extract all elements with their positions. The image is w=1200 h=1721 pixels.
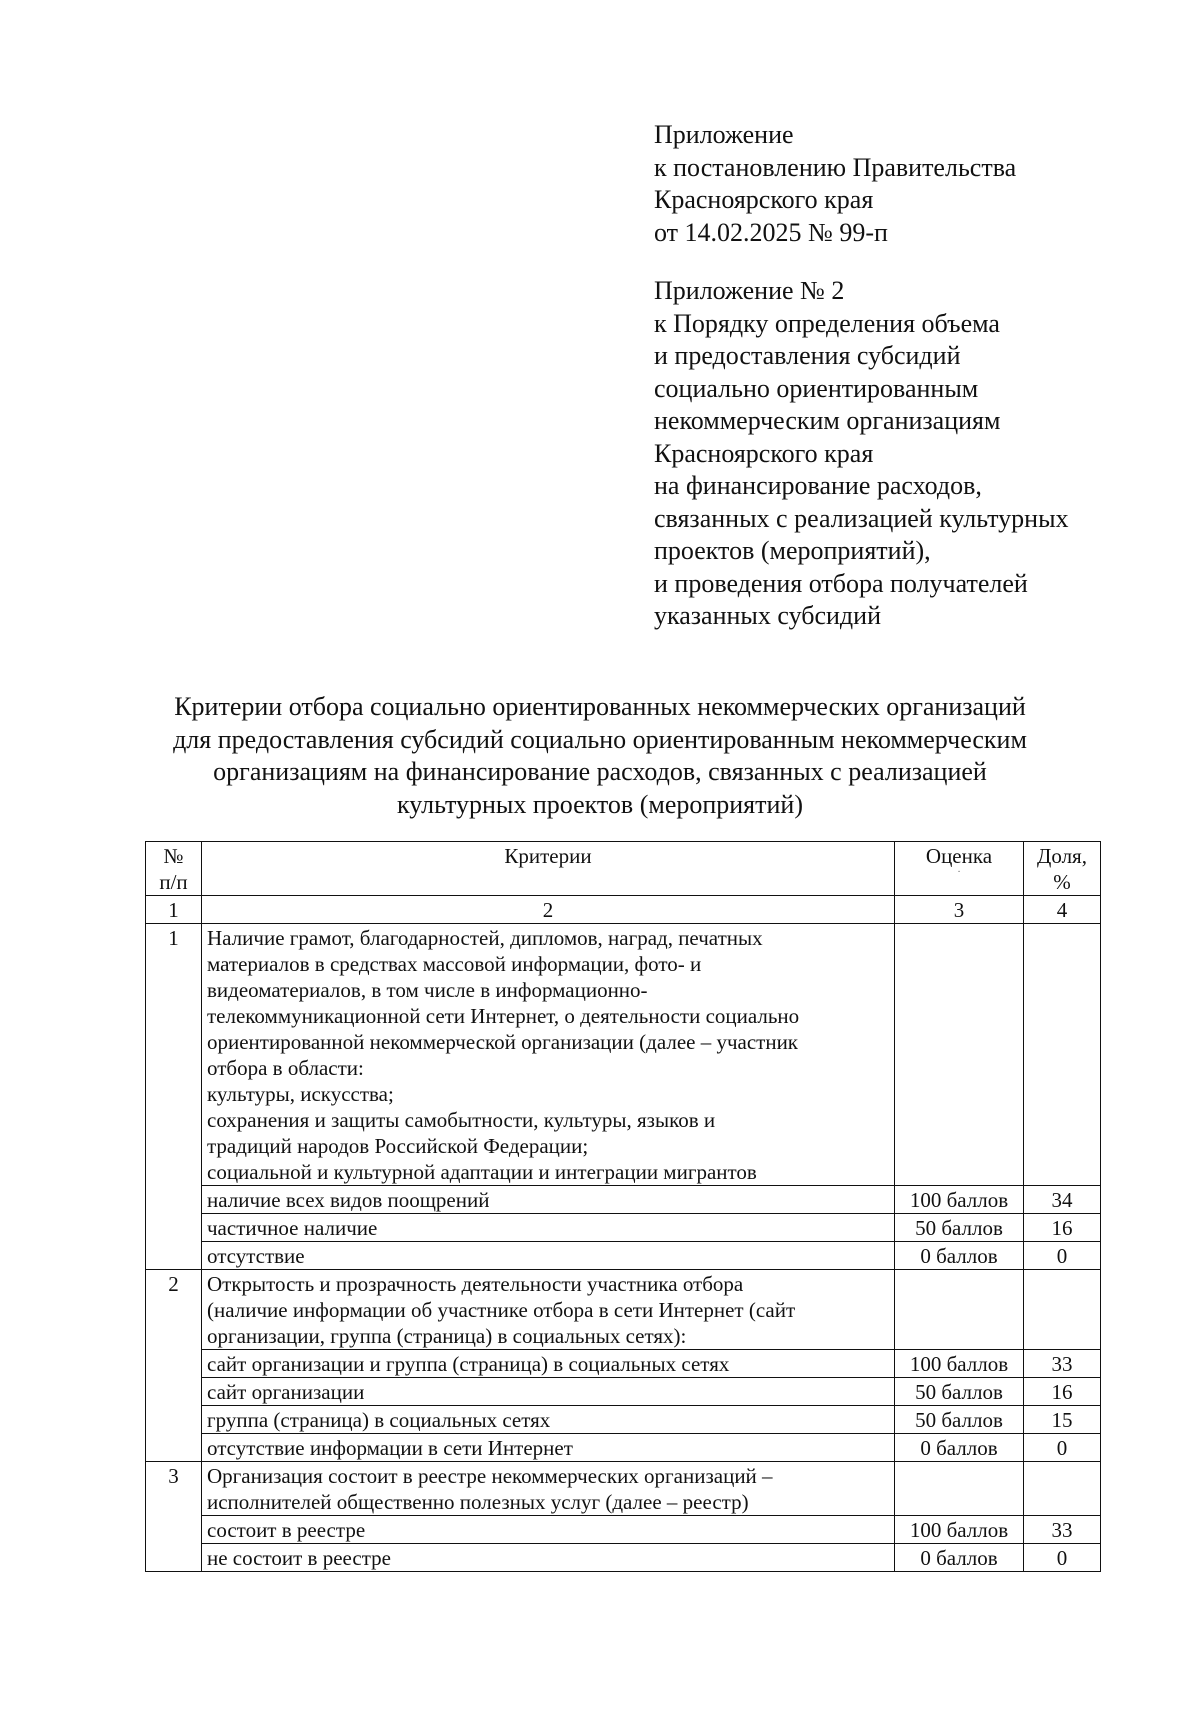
option-label: сайт организации и группа (страница) в социальных сетях — [202, 1350, 895, 1378]
criterion-score-empty — [895, 1270, 1024, 1350]
appendix-line: указанных субсидий — [654, 601, 881, 630]
appendix-line: Красноярского края — [654, 185, 874, 214]
option-share: 33 — [1024, 1516, 1101, 1544]
appendix-line: Приложение — [654, 120, 794, 149]
header-score-label: Оценка — [925, 844, 993, 868]
appendix-line: от 14.02.2025 № 99-п — [654, 217, 888, 247]
option-label: группа (страница) в социальных сетях — [202, 1406, 895, 1434]
title-line: организациям на финансирование расходов, связанных с реализацией — [213, 757, 987, 786]
criterion-text-line: Организация состоит в реестре некоммерческих организаций – — [207, 1464, 773, 1488]
criterion-text-line: традиций народов Российской Федерации; — [207, 1134, 589, 1158]
document-title — [100, 691, 1100, 821]
criterion-row — [146, 1270, 1101, 1350]
option-score: 50 баллов — [895, 1406, 1024, 1434]
column-number: 3 — [895, 896, 1024, 924]
header-criteria: Критерии — [202, 842, 895, 896]
option-label: наличие всех видов поощрений — [202, 1186, 895, 1214]
option-row — [146, 1186, 1101, 1214]
criterion-num: 3 — [146, 1462, 202, 1572]
criterion-text-line: Открытость и прозрачность деятельности участника отбора — [207, 1272, 744, 1296]
column-number: 2 — [202, 896, 895, 924]
option-score: 100 баллов — [895, 1516, 1024, 1544]
criteria-table — [145, 841, 1101, 1572]
option-score: 100 баллов — [895, 1186, 1024, 1214]
option-share: 15 — [1024, 1406, 1101, 1434]
criterion-text-line: (наличие информации об участнике отбора в сети Интернет (сайт — [207, 1298, 796, 1322]
option-share: 0 — [1024, 1242, 1101, 1270]
title-line: культурных проектов (мероприятий) — [396, 789, 803, 819]
title-line: для предоставления субсидий социально ориентированным некоммерческим — [173, 724, 1027, 754]
option-share: 0 — [1024, 1544, 1101, 1572]
criterion-text-line: видеоматериалов, в том числе в информационно- — [207, 978, 648, 1002]
column-number: 4 — [1024, 896, 1101, 924]
appendix-line: и проведения отбора получателей — [654, 568, 1028, 598]
criterion-text-line: социальной и культурной адаптации и интеграции мигрантов — [207, 1160, 757, 1184]
title-line: Критерии отбора социально ориентированных некоммерческих организаций — [174, 692, 1026, 721]
option-label: сайт организации — [202, 1378, 895, 1406]
column-number-row — [146, 896, 1101, 924]
appendix-2-block — [654, 275, 1174, 633]
header-num-line2: п/п — [159, 870, 188, 894]
appendix-line: связанных с реализацией культурных — [654, 503, 1069, 533]
appendix-line: социально ориентированным — [654, 373, 979, 403]
header-share-line2: % — [1053, 870, 1071, 894]
appendix-line: некоммерческим организациям — [654, 406, 1001, 435]
criterion-text-line: исполнителей общественно полезных услуг (далее – реестр) — [207, 1490, 749, 1514]
criterion-text-line: материалов в средствах массовой информации, фото- и — [207, 952, 702, 976]
appendix-line: к Порядку определения объема — [654, 308, 1000, 338]
criterion-text-line: сохранения и защиты самобытности, культуры, языков и — [207, 1108, 716, 1132]
criterion-text-line: Наличие грамот, благодарностей, дипломов, наград, печатных — [207, 926, 763, 950]
option-row — [146, 1378, 1101, 1406]
header-share-line1: Доля, — [1037, 844, 1087, 868]
option-label: частичное наличие — [202, 1214, 895, 1242]
option-row — [146, 1350, 1101, 1378]
header-num — [146, 842, 202, 896]
header-share — [1024, 842, 1101, 896]
option-score: 50 баллов — [895, 1378, 1024, 1406]
option-row — [146, 1406, 1101, 1434]
criterion-row — [146, 924, 1101, 1186]
option-row — [146, 1434, 1101, 1462]
criterion-share-empty — [1024, 1270, 1101, 1350]
option-share: 16 — [1024, 1378, 1101, 1406]
option-row — [146, 1516, 1101, 1544]
appendix-line: на финансирование расходов, — [654, 471, 982, 500]
criterion-text-line: культуры, искусства; — [207, 1082, 394, 1106]
option-share: 0 — [1024, 1434, 1101, 1462]
option-label: не состоит в реестре — [202, 1544, 895, 1572]
scan-dot-mark: · — [957, 867, 961, 878]
appendix-line: и предоставления субсидий — [654, 341, 961, 370]
criterion-text — [202, 1270, 895, 1350]
criterion-text-line: телекоммуникационной сети Интернет, о деятельности социально — [207, 1004, 800, 1028]
criterion-share-empty — [1024, 924, 1101, 1186]
criterion-text — [202, 924, 895, 1186]
criterion-row — [146, 1462, 1101, 1516]
option-score: 50 баллов — [895, 1214, 1024, 1242]
option-row — [146, 1544, 1101, 1572]
criterion-score-empty — [895, 1462, 1024, 1516]
table-header-row — [146, 842, 1101, 896]
appendix-line: Приложение № 2 — [654, 276, 845, 305]
criterion-num: 1 — [146, 924, 202, 1270]
header-score — [895, 842, 1024, 896]
option-share: 33 — [1024, 1350, 1101, 1378]
appendix-main-block — [654, 119, 1174, 249]
option-score: 100 баллов — [895, 1350, 1024, 1378]
appendix-line: проектов (мероприятий), — [654, 536, 931, 565]
option-label: отсутствие информации в сети Интернет — [202, 1434, 895, 1462]
option-score: 0 баллов — [895, 1544, 1024, 1572]
option-score: 0 баллов — [895, 1434, 1024, 1462]
appendix-line: Красноярского края — [654, 438, 874, 468]
option-row — [146, 1214, 1101, 1242]
criterion-text-line: ориентированной некоммерческой организации (далее – участник — [207, 1030, 799, 1054]
criterion-share-empty — [1024, 1462, 1101, 1516]
appendix-line: к постановлению Правительства — [654, 152, 1017, 182]
option-label: состоит в реестре — [202, 1516, 895, 1544]
column-number: 1 — [146, 896, 202, 924]
criterion-text — [202, 1462, 895, 1516]
header-num-line1: № — [163, 844, 184, 868]
option-share: 16 — [1024, 1214, 1101, 1242]
criterion-score-empty — [895, 924, 1024, 1186]
option-label: отсутствие — [202, 1242, 895, 1270]
criterion-num: 2 — [146, 1270, 202, 1462]
criterion-text-line: отбора в области: — [207, 1056, 364, 1080]
criterion-text-line: организации, группа (страница) в социальных сетях): — [207, 1324, 687, 1348]
option-share: 34 — [1024, 1186, 1101, 1214]
option-row — [146, 1242, 1101, 1270]
option-score: 0 баллов — [895, 1242, 1024, 1270]
